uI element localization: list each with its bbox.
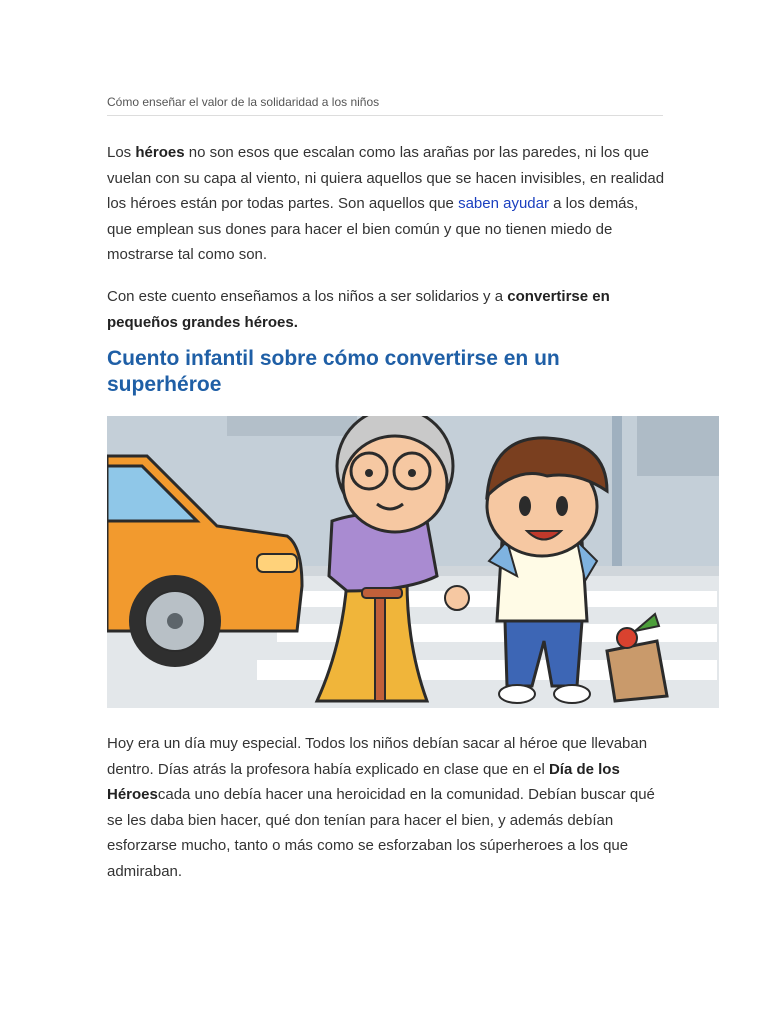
second-paragraph — [107, 284, 667, 335]
pole — [612, 416, 622, 586]
text-run: no son esos que escalan como las arañas por las paredes, ni los que vuelan con su capa al viento, ni quiera aquellos que se hacen invisibles, en realidad los héroes están por todas partes. Son aquellos que — [107, 144, 665, 212]
bold-phrase-convertirse: convertirse en pequeños grandes héroes. — [107, 288, 610, 331]
illustration-svg — [107, 416, 719, 708]
building-window — [637, 416, 719, 476]
story-paragraph — [107, 731, 667, 884]
text-run: Los — [107, 144, 136, 161]
held-hands — [445, 586, 469, 610]
text-run: a los demás, que emplean sus dones para hacer el bien común y que no tienen miedo de mostrarse tal como son. — [107, 195, 639, 263]
section-heading: Cuento infantil sobre cómo convertirse en un superhéroe — [107, 347, 560, 396]
text-run: Con este cuento enseñamos a los niños a ser solidarios y a — [107, 288, 508, 305]
bold-term-heroes: héroes — [135, 144, 185, 161]
building-ledge — [227, 416, 357, 436]
story-illustration — [107, 416, 719, 708]
article-kicker: Cómo enseñar el valor de la solidaridad a los niños — [107, 95, 663, 116]
text-run: cada uno debía hacer una heroicidad en la comunidad. Debían buscar qué se les daba bien hacer, qué don tenían para hacer el bien, y además debían esforzarse mucho, tanto o más como se esforzaban los súperheroes a los que admiraban. — [107, 786, 655, 880]
saben-ayudar-link[interactable]: saben ayudar — [458, 195, 549, 212]
bold-term-dia-de-los-heroes: Día de los Héroes — [107, 760, 620, 803]
intro-paragraph — [107, 140, 667, 268]
text-run: Hoy era un día muy especial. Todos los niños debían sacar al héroe que llevaban dentro. Días atrás la profesora había explicado en clase que en el — [107, 735, 648, 778]
